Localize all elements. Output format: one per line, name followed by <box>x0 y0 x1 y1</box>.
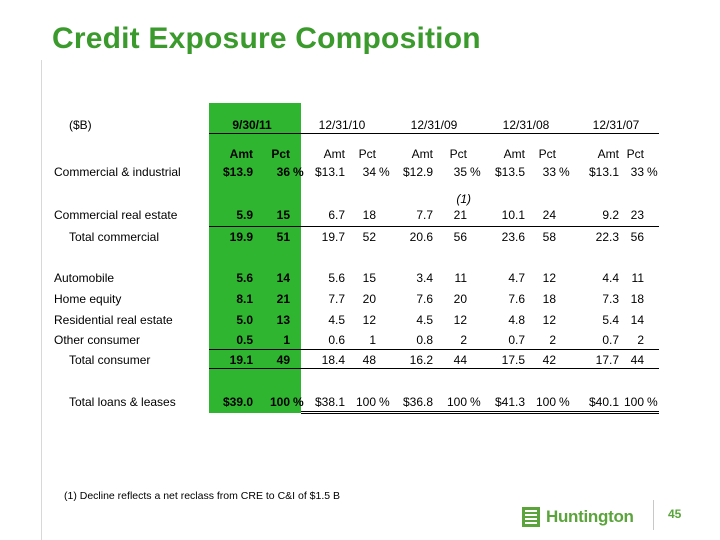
percent-value: 20 <box>453 292 467 306</box>
subtotal-rule <box>301 226 659 227</box>
amount-value: 19.1 <box>229 353 253 367</box>
percent-value: 100 <box>269 395 290 409</box>
percent-value: 14 <box>276 271 290 285</box>
percent-value: 33 <box>630 165 644 179</box>
percent-value: 100 <box>535 395 556 409</box>
period-rule <box>209 133 301 134</box>
col-header-amt: Amt <box>323 147 345 161</box>
percent-value: 44 <box>630 353 644 367</box>
percent-value: 18 <box>542 292 556 306</box>
page-number-divider <box>653 500 654 530</box>
amount-value: $41.3 <box>494 395 525 409</box>
amount-value: $40.1 <box>588 395 619 409</box>
percent-value: 1 <box>283 333 290 347</box>
total-rule <box>301 413 659 414</box>
percent-value: 23 <box>630 208 644 222</box>
subtotal-rule <box>301 368 659 369</box>
percent-sign: % <box>559 395 570 409</box>
percent-value: 100 <box>446 395 467 409</box>
amount-value: 4.4 <box>602 271 619 285</box>
percent-value: 44 <box>453 353 467 367</box>
amount-value: 17.7 <box>595 353 619 367</box>
percent-value: 21 <box>276 292 290 306</box>
period-rule <box>301 133 659 134</box>
row-label: Home equity <box>54 292 122 306</box>
amount-value: $13.1 <box>314 165 345 179</box>
amount-value: 19.7 <box>321 230 345 244</box>
percent-value: 56 <box>630 230 644 244</box>
row-label: Total loans & leases <box>69 395 176 409</box>
percent-value: 52 <box>362 230 376 244</box>
percent-value: 12 <box>542 313 556 327</box>
period-header: 12/31/07 <box>592 118 640 132</box>
percent-value: 33 <box>542 165 556 179</box>
subtotal-rule <box>301 349 659 350</box>
col-header-pct: Pct <box>449 147 467 161</box>
percent-value: 58 <box>542 230 556 244</box>
row-label: Commercial real estate <box>54 208 178 222</box>
percent-value: 34 <box>362 165 376 179</box>
percent-sign: % <box>647 395 658 409</box>
amount-value: 17.5 <box>501 353 525 367</box>
percent-sign: % <box>293 165 304 179</box>
percent-value: 18 <box>362 208 376 222</box>
period-header: 12/31/08 <box>502 118 550 132</box>
amount-value: 22.3 <box>595 230 619 244</box>
percent-value: 2 <box>549 333 556 347</box>
row-label: Commercial & industrial <box>54 165 181 179</box>
amount-value: 6.7 <box>328 208 345 222</box>
percent-value: 36 <box>276 165 290 179</box>
percent-value: 11 <box>454 271 467 285</box>
percent-value: 51 <box>276 230 290 244</box>
col-header-pct: Pct <box>271 147 290 161</box>
period-header: 12/31/10 <box>318 118 366 132</box>
col-header-pct: Pct <box>358 147 376 161</box>
subtotal-rule <box>209 226 301 227</box>
amount-value: 8.1 <box>236 292 253 306</box>
percent-value: 13 <box>276 313 290 327</box>
col-header-pct: Pct <box>538 147 556 161</box>
percent-value: 11 <box>631 271 644 285</box>
col-header-amt: Amt <box>411 147 433 161</box>
percent-value: 49 <box>276 353 290 367</box>
amount-value: $36.8 <box>402 395 433 409</box>
logo-mark-icon <box>522 507 540 527</box>
amount-value: 9.2 <box>602 208 619 222</box>
percent-value: 12 <box>542 271 556 285</box>
percent-value: 100 <box>355 395 376 409</box>
units-label: ($B) <box>69 118 92 132</box>
percent-value: 56 <box>453 230 467 244</box>
amount-value: 7.6 <box>416 292 433 306</box>
amount-value: $13.1 <box>588 165 619 179</box>
percent-value: 12 <box>362 313 376 327</box>
amount-value: 4.5 <box>328 313 345 327</box>
row-label: Other consumer <box>54 333 141 347</box>
percent-sign: % <box>470 395 481 409</box>
amount-value: 10.1 <box>501 208 525 222</box>
col-header-amt: Amt <box>597 147 619 161</box>
page-title: Credit Exposure Composition <box>52 22 481 55</box>
percent-sign: % <box>647 165 658 179</box>
percent-value: 1 <box>369 333 376 347</box>
footnote-marker: (1) <box>456 192 471 206</box>
amount-value: 7.3 <box>602 292 619 306</box>
amount-value: 0.7 <box>508 333 525 347</box>
amount-value: 7.7 <box>328 292 345 306</box>
amount-value: 4.7 <box>508 271 525 285</box>
amount-value: 5.0 <box>236 313 253 327</box>
amount-value: 23.6 <box>501 230 525 244</box>
percent-value: 20 <box>362 292 376 306</box>
footnote: (1) Decline reflects a net reclass from CRE to C&I of $1.5 B <box>64 490 341 502</box>
amount-value: $38.1 <box>314 395 345 409</box>
percent-value: 2 <box>460 333 467 347</box>
percent-value: 12 <box>453 313 467 327</box>
amount-value: 5.9 <box>236 208 253 222</box>
amount-value: 0.5 <box>236 333 253 347</box>
percent-sign: % <box>559 165 570 179</box>
percent-value: 100 <box>623 395 644 409</box>
amount-value: 18.4 <box>321 353 345 367</box>
percent-value: 18 <box>630 292 644 306</box>
col-header-pct: Pct <box>626 147 644 161</box>
logo-text: Huntington <box>546 507 634 526</box>
amount-value: 5.6 <box>328 271 345 285</box>
amount-value: $13.9 <box>222 165 253 179</box>
percent-value: 2 <box>637 333 644 347</box>
amount-value: 19.9 <box>229 230 253 244</box>
percent-value: 48 <box>362 353 376 367</box>
percent-sign: % <box>379 395 390 409</box>
row-label: Automobile <box>54 271 115 285</box>
amount-value: 5.6 <box>236 271 253 285</box>
amount-value: $39.0 <box>222 395 253 409</box>
period-header: 9/30/11 <box>232 118 272 132</box>
percent-value: 15 <box>276 208 290 222</box>
amount-value: $13.5 <box>494 165 525 179</box>
percent-sign: % <box>470 165 481 179</box>
amount-value: 0.7 <box>602 333 619 347</box>
amount-value: $12.9 <box>402 165 433 179</box>
amount-value: 4.5 <box>416 313 433 327</box>
percent-sign: % <box>379 165 390 179</box>
amount-value: 3.4 <box>416 271 433 285</box>
row-label: Total commercial <box>69 230 160 244</box>
total-rule <box>301 411 659 412</box>
page-number: 45 <box>668 507 682 521</box>
amount-value: 7.6 <box>508 292 525 306</box>
amount-value: 16.2 <box>409 353 433 367</box>
row-label: Residential real estate <box>54 313 173 327</box>
amount-value: 4.8 <box>508 313 525 327</box>
amount-value: 5.4 <box>602 313 619 327</box>
amount-value: 20.6 <box>409 230 433 244</box>
col-header-amt: Amt <box>503 147 525 161</box>
percent-value: 35 <box>453 165 467 179</box>
subtotal-rule <box>209 349 301 350</box>
amount-value: 7.7 <box>416 208 433 222</box>
percent-value: 15 <box>362 271 376 285</box>
percent-value: 14 <box>630 313 644 327</box>
percent-value: 24 <box>542 208 556 222</box>
percent-value: 42 <box>542 353 556 367</box>
huntington-logo <box>522 505 634 529</box>
period-header: 12/31/09 <box>410 118 458 132</box>
col-header-amt: Amt <box>229 147 253 161</box>
percent-value: 21 <box>453 208 467 222</box>
percent-sign: % <box>293 395 304 409</box>
row-label: Total consumer <box>69 353 151 367</box>
amount-value: 0.6 <box>328 333 345 347</box>
subtotal-rule <box>209 368 301 369</box>
amount-value: 0.8 <box>416 333 433 347</box>
